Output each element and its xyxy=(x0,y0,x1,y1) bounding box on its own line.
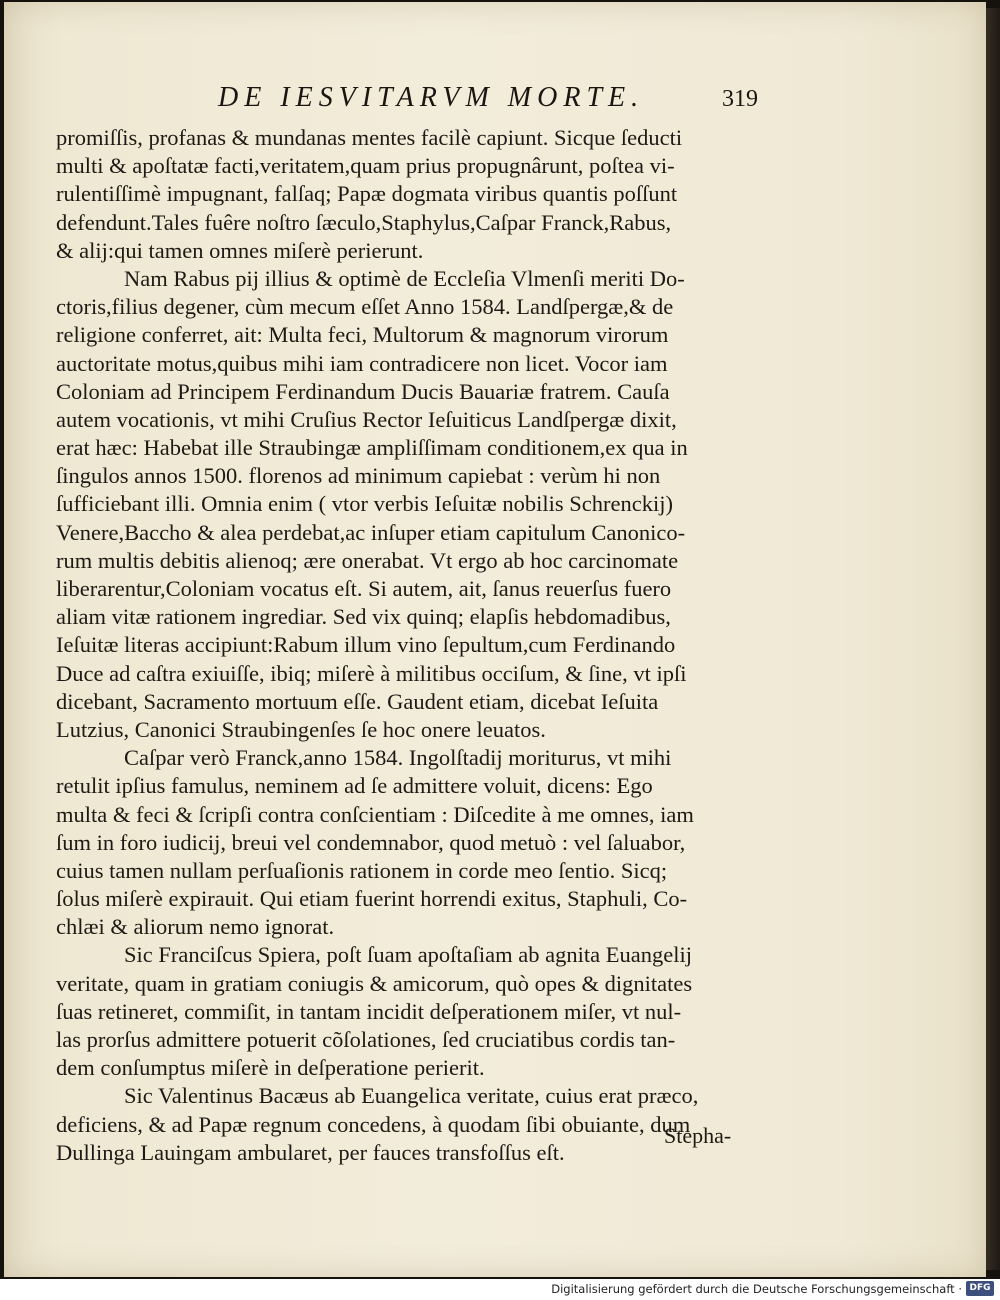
text-line: Sic Franciſcus Spiera, poſt ſuam apoſtaſiam ab agnita Euangelij xyxy=(124,942,692,968)
catchword: Stepha- xyxy=(664,1123,732,1148)
text-line: dem conſumptus miſerè in deſperatione perierit. xyxy=(56,1055,485,1081)
text-line: las prorſus admittere potuerit cõſolationes, ſed cruciatibus cordis tan- xyxy=(56,1027,676,1052)
text-line: Caſpar verò Franck,anno 1584. Ingolſtadij moriturus, vt mihi xyxy=(124,745,672,771)
footer-credit: Digitalisierung gefördert durch die Deutsche Forschungsgemeinschaft · xyxy=(551,1282,962,1296)
text-line: auctoritate motus,quibus mihi iam contradicere non licet. Vocor iam xyxy=(56,350,668,376)
text-line: Duce ad caſtra exiuiſſe, ibiq; miſerè à militibus occiſum, & ſine, vt ipſi xyxy=(56,660,687,686)
text-line: veritate, quam in gratiam coniugis & amicorum, quò opes & dignitates xyxy=(56,970,693,996)
text-line: Coloniam ad Principem Ferdinandum Ducis Bauariæ fratrem. Cauſa xyxy=(56,378,670,404)
text-line: Nam Rabus pij illius & optimè de Eccleſia Vlmenſi meriti Do- xyxy=(124,265,685,291)
text-line: & alij:qui tamen omnes miſerè perierunt. xyxy=(56,237,424,263)
text-line: chlæi & aliorum nemo ignorat. xyxy=(56,914,335,940)
text-line: ſolus miſerè expirauit. Qui etiam fuerint horrendi exitus, Staphuli, Co- xyxy=(56,886,688,912)
running-head xyxy=(0,82,1000,122)
text-line: deficiens, & ad Papæ regnum concedens, à quodam ſibi obuiante, dum xyxy=(56,1111,691,1137)
page-number: 319 xyxy=(722,86,758,112)
text-line: retulit ipſius famulus, neminem ad ſe admittere voluit, dicens: Ego xyxy=(56,773,653,799)
text-line: ſuas retineret, commiſit, in tantam incidit deſperationem miſer, vt nul- xyxy=(56,998,682,1024)
text-line: ſum in foro iudicij, breui vel condemnabor, quod metuò : vel ſaluabor, xyxy=(56,829,686,855)
text-line: religione conferret, ait: Multa feci, Multorum & magnorum virorum xyxy=(56,322,669,348)
text-line: multa & feci & ſcripſi contra conſcientiam : Diſcedite à me omnes, iam xyxy=(56,801,694,827)
text-line: rum multis debitis alienoq; ære onerabat. Vt ergo ab hoc carcinomate xyxy=(56,547,679,573)
text-line: ſufficiebant illi. Omnia enim ( vtor verbis Ieſuitæ nobilis Schrenckij) xyxy=(56,491,673,517)
footer-bar xyxy=(0,1279,1000,1300)
text-line: promiſſis, profanas & mundanas mentes facilè capiunt. Sicque ſeducti xyxy=(56,125,683,150)
text-line: ctoris,filius degener, cùm mecum eſſet Anno 1584. Landſpergæ,& de xyxy=(56,294,674,320)
text-line: Lutzius, Canonici Straubingenſes ſe hoc onere leuatos. xyxy=(56,716,546,742)
text-line: Ieſuitæ literas accipiunt:Rabum illum vino ſepultum,cum Ferdinando xyxy=(56,632,676,658)
text-line: Venere,Baccho & alea perdebat,ac inſuper etiam capitulum Canonico- xyxy=(56,519,686,545)
text-line: multi & apoſtatæ facti,veritatem,quam prius propugnârunt, poſtea vi- xyxy=(56,153,675,179)
body-text xyxy=(56,124,756,1167)
text-line: Sic Valentinus Bacæus ab Euangelica veritate, cuius erat præco, xyxy=(124,1083,699,1109)
running-title: DE IESVITARVM MORTE. xyxy=(218,82,645,113)
text-line: dicebant, Sacramento mortuum eſſe. Gaudent etiam, dicebat Ieſuita xyxy=(56,688,659,714)
text-line: erat hæc: Habebat ille Straubingæ ampliſſimam conditionem,ex qua in xyxy=(56,435,688,461)
text-line: aliam vitæ rationem ingrediar. Sed vix quinq; elapſis hebdomadibus, xyxy=(56,604,671,630)
text-line: autem vocationis, vt mihi Cruſius Rector Ieſuiticus Landſpergæ dixit, xyxy=(56,406,677,432)
text-line: rulentiſſimè impugnant, falſaq; Papæ dogmata viribus quantis poſſunt xyxy=(56,181,678,207)
text-line: liberarentur,Coloniam vocatus eſt. Si autem, ait, ſanus reuerſus fuero xyxy=(56,576,672,601)
dfg-logo-icon xyxy=(966,1281,994,1296)
text-line: Dullinga Lauingam ambularet, per fauces transfoſſus eſt. xyxy=(56,1139,565,1165)
text-line: defendunt.Tales fuêre noſtro ſæculo,Staphylus,Caſpar Franck,Rabus, xyxy=(56,209,672,235)
text-line: ſingulos annos 1500. florenos ad minimum capiebat : verùm hi non xyxy=(56,463,661,489)
text-line: cuius tamen nullam perſuaſionis rationem in corde meo ſentio. Sicq; xyxy=(56,857,668,883)
dfg-logo-text: DFG xyxy=(969,1283,991,1293)
